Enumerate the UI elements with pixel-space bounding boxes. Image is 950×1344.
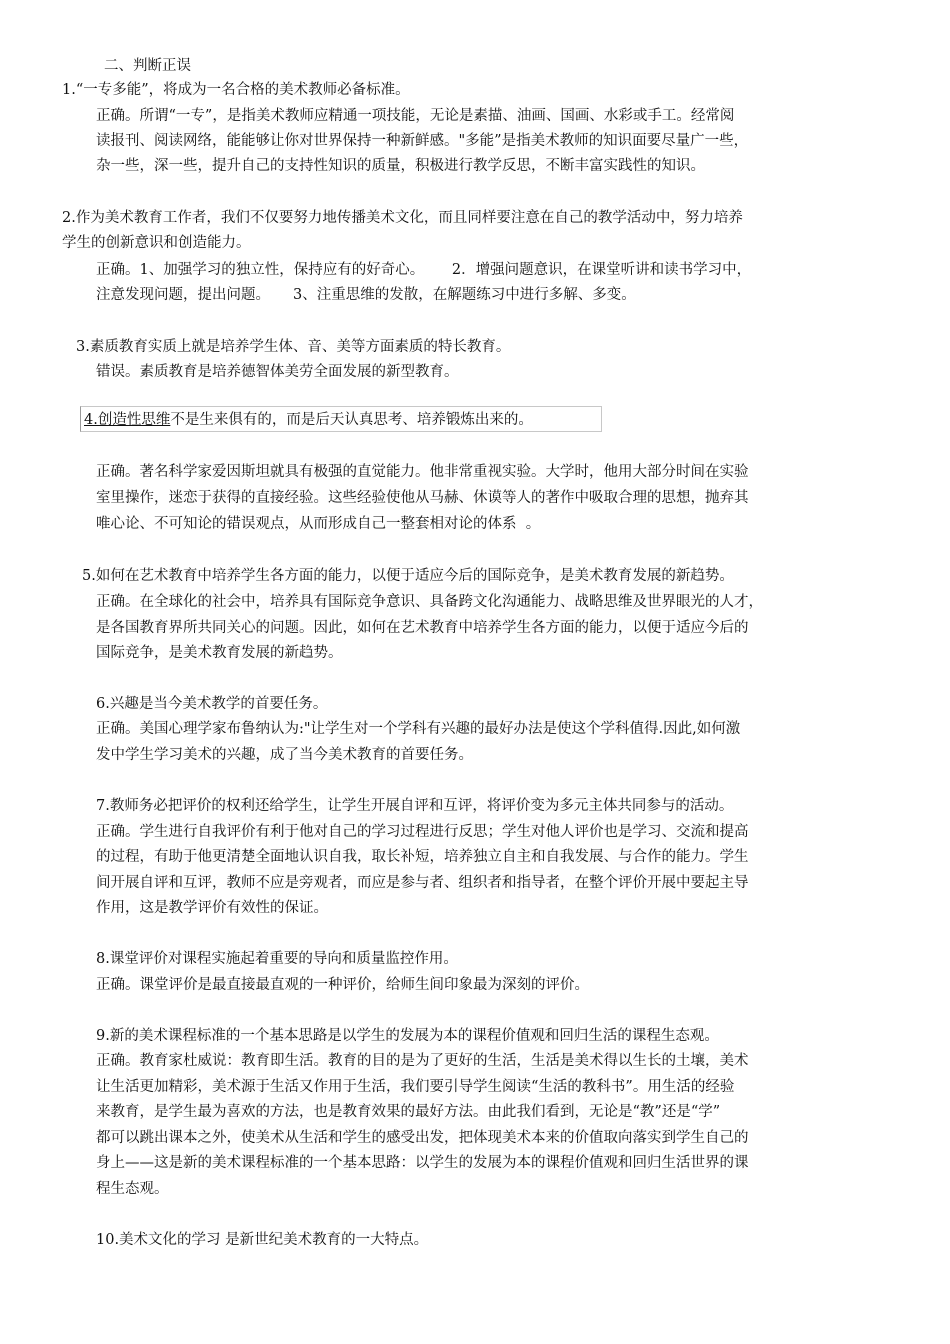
question-2-line-1: 2.作为美术教育工作者，我们不仅要努力地传播美术文化，而且同样要注意在自己的教学活动中，努力培养 — [62, 210, 743, 226]
question-5: 5.如何在艺术教育中培养学生各方面的能力，以便于适应今后的国际竞争，是美术教育发展的新趋势。 — [82, 568, 734, 584]
answer-1-line-3: 杂一些，深一些，提升自己的支持性知识的质量，积极进行教学反思，不断丰富实践性的知识。 — [96, 158, 705, 174]
answer-2-line-2: 注意发现问题，提出问题。 3、注重思维的发散，在解题练习中进行多解、多变。 — [96, 287, 636, 303]
answer-4-line-1: 正确。著名科学家爱因斯坦就具有极强的直觉能力。他非常重视实验。大学时，他用大部分时间在实验 — [96, 464, 749, 480]
answer-6-line-2: 发中学生学习美术的兴趣，成了当今美术教育的首要任务。 — [96, 747, 473, 763]
question-3: 3.素质教育实质上就是培养学生体、音、美等方面素质的特长教育。 — [76, 339, 511, 355]
question-4-underlined-term: 4.创造性思维 — [84, 412, 171, 428]
answer-6-line-1: 正确。美国心理学家布鲁纳认为:"让学生对一个学科有兴趣的最好办法是使这个学科值得.因此,如何激 — [96, 721, 741, 737]
answer-9-line-6: 程生态观。 — [96, 1181, 169, 1197]
question-2-line-2: 学生的创新意识和创造能力。 — [62, 235, 251, 251]
answer-4-line-2: 室里操作，迷恋于获得的直接经验。这些经验使他从马赫、休谟等人的著作中吸取合理的思想，抛弃其 — [96, 490, 749, 506]
answer-2-line-1: 正确。1、加强学习的独立性，保持应有的好奇心。 2．增强问题意识，在课堂听讲和读书学习中， — [96, 262, 752, 278]
answer-7-line-2: 的过程，有助于他更清楚全面地认识自我，取长补短，培养独立自主和自我发展、与合作的能力。学生 — [96, 849, 749, 865]
question-7: 7.教师务必把评价的权利还给学生，让学生开展自评和互评，将评价变为多元主体共同参与的活动。 — [96, 798, 734, 814]
answer-7-line-3: 间开展自评和互评，教师不应是旁观者，而应是参与者、组织者和指导者，在整个评价开展中要起主导 — [96, 875, 749, 891]
answer-5-line-2: 是各国教育界所共同关心的问题。因此，如何在艺术教育中培养学生各方面的能力，以便于适应今后的 — [96, 620, 749, 636]
question-4 — [84, 410, 533, 430]
answer-8: 正确。课堂评价是最直接最直观的一种评价，给师生间印象最为深刻的评价。 — [96, 977, 589, 993]
answer-9-line-1: 正确。教育家杜威说：教育即生活。教育的目的是为了更好的生活，生活是美术得以生长的土壤，美术 — [96, 1053, 749, 1069]
question-6: 6.兴趣是当今美术教学的首要任务。 — [96, 696, 328, 712]
answer-7-line-4: 作用，这是教学评价有效性的保证。 — [96, 900, 328, 916]
answer-5-line-3: 国际竞争，是美术教育发展的新趋势。 — [96, 645, 343, 661]
answer-9-line-4: 都可以跳出课本之外，使美术从生活和学生的感受出发，把体现美术本来的价值取向落实到学生自己的 — [96, 1130, 749, 1146]
section-title: 二、判断正误 — [104, 58, 191, 74]
answer-7-line-1: 正确。学生进行自我评价有利于他对自己的学习过程进行反思；学生对他人评价也是学习、交流和提高 — [96, 824, 749, 840]
answer-4-line-3: 唯心论、不可知论的错误观点，从而形成自己一整套相对论的体系 。 — [96, 516, 541, 532]
answer-1-line-1: 正确。所谓“一专”，是指美术教师应精通一项技能，无论是素描、油画、国画、水彩或手工。经常阅 — [96, 108, 735, 124]
question-1: 1.“一专多能”，将成为一名合格的美术教师必备标准。 — [62, 82, 410, 98]
answer-9-line-2: 让生活更加精彩，美术源于生活又作用于生活，我们要引导学生阅读“生活的教科书”。用生活的经验 — [96, 1079, 735, 1095]
question-10: 10.美术文化的学习 是新世纪美术教育的一大特点。 — [96, 1232, 429, 1248]
question-8: 8.课堂评价对课程实施起着重要的导向和质量监控作用。 — [96, 951, 458, 967]
answer-9-line-5: 身上——这是新的美术课程标准的一个基本思路：以学生的发展为本的课程价值观和回归生活世界的课 — [96, 1155, 749, 1171]
question-9: 9.新的美术课程标准的一个基本思路是以学生的发展为本的课程价值观和回归生活的课程生态观。 — [96, 1028, 719, 1044]
question-4-text: 不是生来俱有的，而是后天认真思考、培养锻炼出来的。 — [170, 412, 533, 428]
answer-1-line-2: 读报刊、阅读网络，能能够让你对世界保持一种新鲜感。"多能”是指美术教师的知识面要尽量广一些， — [96, 133, 749, 149]
answer-5-line-1: 正确。在全球化的社会中，培养具有国际竞争意识、具备跨文化沟通能力、战略思维及世界眼光的人才， — [96, 594, 763, 610]
answer-9-line-3: 来教育，是学生最为喜欢的方法，也是教育效果的最好方法。由此我们看到，无论是“教”还是“学” — [96, 1104, 721, 1120]
answer-3: 错误。素质教育是培养德智体美劳全面发展的新型教育。 — [96, 364, 459, 380]
